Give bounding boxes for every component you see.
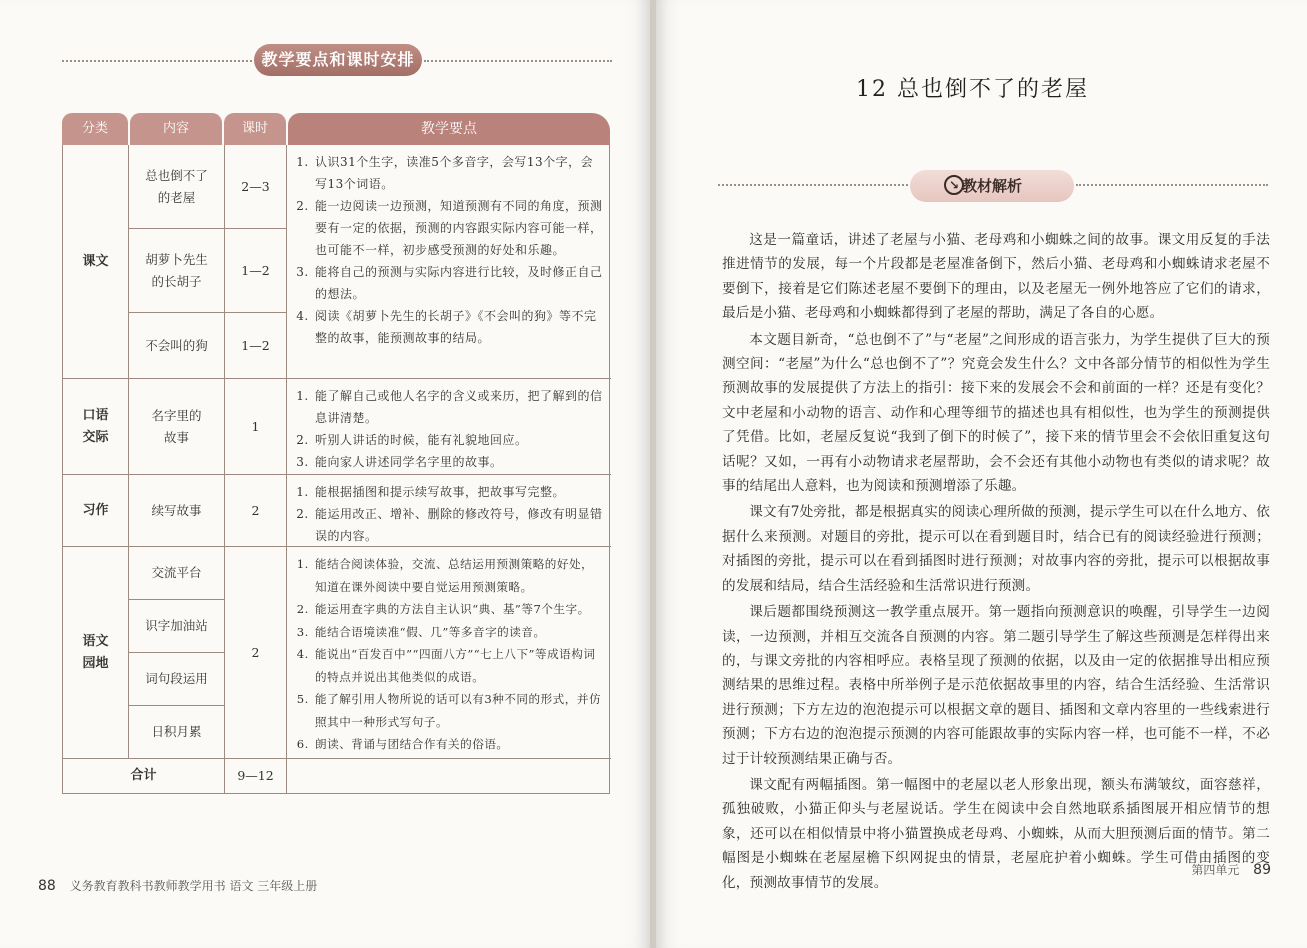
book-title: 义务教育教科书教师教学用书 语文 三年级上册 [69,879,318,893]
section-rule-right [424,60,612,62]
paragraph: 课文有7处旁批，都是根据真实的阅读心理所做的预测，提示学生可以在什么地方、依据什么来预测。对题目的旁批，提示可以在看到题目时，结合已有的阅读经验进行预测；对插图的旁批，提示可以在看到插图时进行预测；对故事内容的旁批，提示可以根据故事的发展和结局，结合生活经验和生活常识进行预测。 [722,504,1270,594]
right-footer [1191,861,1271,878]
hours-cell: 1—2 [225,229,287,313]
section-rule-left [718,184,908,186]
points-cell [287,475,611,547]
points-cell [287,379,611,475]
point-item: 3. 能将自己的预测与实际内容进行比较，及时修正自己的想法。 [313,261,603,305]
header-points: 教学要点 [288,113,610,145]
analysis-badge-label: 教材解析 [962,177,1023,195]
content-cell: 名字里的故事 [129,379,225,475]
content-cell: 胡萝卜先生的长胡子 [129,229,225,313]
hours-cell: 1—2 [225,313,287,379]
paragraph: 本文题目新奇，“总也倒不了”与“老屋”之间形成的语言张力，为学生提供了巨大的预测空间：“老屋”为什么“总也倒不了”？究竟会发生什么？文中各部分情节的相似性为学生预测故事的发展提供了方法上的指引：接下来的发展会不会和前面的一样？还是有变化？文中老屋和小动物的语言、动作和心理等细节的描述也具有相似性，也为学生的预测提供了凭借。比如，老屋反复说“我到了倒下的时候了”，接下来的情节里会不会依旧重复这句话呢？又如，一再有小动物请求老屋帮助，会不会还有其他小动物也有类似的请求呢？故事的结尾出人意料，也为阅读和预测增添了乐趣。 [722,331,1270,495]
analysis-badge [910,170,1074,202]
content-cell: 识字加油站 [129,600,225,653]
point-item: 2. 能运用查字典的方法自主认识“典、基”等7个生字。 [313,598,603,621]
point-item: 6. 朗读、背诵与团结合作有关的俗语。 [313,733,603,756]
point-item: 2. 能运用改正、增补、删除的修改符号，修改有明显错误的内容。 [313,503,603,547]
point-item: 4. 阅读《胡萝卜先生的长胡子》《不会叫的狗》等不完整的故事，能预测故事的结局。 [313,305,603,349]
point-item: 1. 能结合阅读体验，交流、总结运用预测策略的好处，知道在课外阅读中要自觉运用预测策略。 [313,553,603,598]
total-points-cell [287,759,611,793]
section-rule-left [62,60,252,62]
left-footer [38,877,317,894]
content-cell: 不会叫的狗 [129,313,225,379]
category-cell: 习作 [63,475,129,547]
content-cell: 续写故事 [129,475,225,547]
lesson-title: 12 总也倒不了的老屋 [856,77,1089,102]
header-category: 分类 [62,113,128,145]
left-page [0,0,650,948]
point-item: 1. 能根据插图和提示续写故事，把故事写完整。 [313,481,603,503]
point-item: 2. 能一边阅读一边预测，知道预测有不同的角度，预测要有一定的依据，预测的内容跟实际内容可能一样，也可能不一样，初步感受预测的好处和乐趣。 [313,195,603,261]
point-item: 4. 能说出“百发百中”“四面八方”“七上八下”等成语构词的特点并说出其他类似的成语。 [313,643,603,688]
content-cell: 词句段运用 [129,653,225,706]
points-cell [287,145,611,379]
header-hours: 课时 [224,113,286,145]
category-cell: 语文园地 [63,547,129,759]
point-item: 1. 能了解自己或他人名字的含义或来历，把了解到的信息讲清楚。 [313,385,603,429]
unit-label: 第四单元 [1191,863,1240,877]
point-item: 5. 能了解引用人物所说的话可以有3种不同的形式，并仿照其中一种形式写句子。 [313,688,603,733]
hours-cell: 2 [225,475,287,547]
table-body [62,145,610,794]
point-item: 2. 听别人讲话的时候，能有礼貌地回应。 [313,429,603,451]
section-title-badge: 教学要点和课时安排 [254,44,422,76]
hours-cell: 2—3 [225,145,287,229]
content-cell: 日积月累 [129,706,225,759]
hours-cell: 2 [225,547,287,759]
section-rule-right [1076,184,1268,186]
points-cell [287,547,611,759]
paragraph: 这是一篇童话，讲述了老屋与小猫、老母鸡和小蜘蛛之间的故事。课文用反复的手法推进情节的发展，每一个片段都是老屋准备倒下，然后小猫、老母鸡和小蜘蛛请求老屋不要倒下，接着是它们陈述老屋不要倒下的理由，以及老屋无一例外地答应了它们的请求，最后是小猫、老母鸡和小蜘蛛都得到了老屋的帮助，满足了各自的心愿。 [722,232,1270,322]
right-page [656,0,1307,948]
table-header [62,113,610,145]
point-item: 1. 认识31个生字，读准5个多音字，会写13个字，会写13个词语。 [313,151,603,195]
arrow-down-right-icon: ↘ [944,175,964,195]
header-content: 内容 [130,113,222,145]
point-item: 3. 能结合语境读准“假、几”等多音字的读音。 [313,621,603,644]
lesson-plan-table [62,113,610,794]
content-cell: 交流平台 [129,547,225,600]
paragraph: 课文配有两幅插图。第一幅图中的老屋以老人形象出现，额头布满皱纹，面容慈祥，孤独破败，小猫正仰头与老屋说话。学生在阅读中会自然地联系插图展开相应情节的想象，还可以在相似情景中将小猫置换成老母鸡、小蜘蛛，从而大胆预测后面的情节。第二幅图是小蜘蛛在老屋屋檐下织网捉虫的情景，老屋庇护着小蜘蛛。学生可借由插图的变化，预测故事情节的发展。 [722,776,1270,891]
total-hours-cell: 9—12 [225,759,287,793]
content-cell: 总也倒不了的老屋 [129,145,225,229]
page-number: 89 [1253,862,1271,878]
category-cell: 口语交际 [63,379,129,475]
paragraph: 课后题都围绕预测这一教学重点展开。第一题指向预测意识的唤醒，引导学生一边阅读，一边预测，并相互交流各自预测的内容。第二题引导学生了解这些预测是怎样得出来的，与课文旁批的内容相呼应。表格呈现了预测的依据，以及由一定的依据推导出相应预测结果的思维过程。表格中所举例子是示范依据故事里的内容，结合生活经验、生活常识进行预测；下方左边的泡泡提示可以根据文章的题目、插图和文章内容里的一些线索进行预测；下方右边的泡泡提示预测的内容可能跟故事的实际内容一样，也可能不一样，不必过于计较预测结果正确与否。 [722,604,1270,767]
category-cell: 课文 [63,145,129,379]
point-item: 3. 能向家人讲述同学名字里的故事。 [313,451,603,473]
page-number: 88 [38,878,56,894]
hours-cell: 1 [225,379,287,475]
total-label-cell: 合计 [63,759,225,793]
analysis-text [722,228,1270,897]
